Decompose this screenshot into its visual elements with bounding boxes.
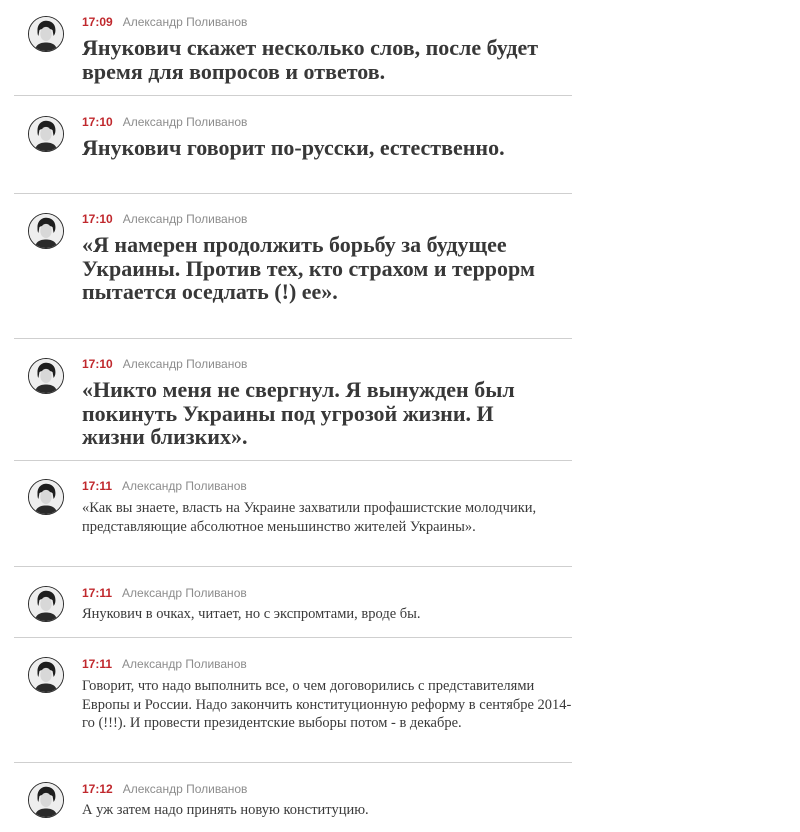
author-avatar[interactable] [28, 586, 64, 622]
post-text: «Как вы знаете, власть на Украине захватили профашистские молодчики, представляющие абсолютное меньшинство жителей Украины». [82, 500, 537, 535]
feed-post [14, 339, 572, 461]
post-text: Янукович говорит по-русски, естественно. [82, 135, 505, 160]
author-avatar[interactable] [28, 657, 64, 693]
post-meta [82, 212, 247, 226]
post-author: Александр Поливанов [122, 657, 247, 671]
post-time[interactable]: 17:09 [82, 15, 113, 29]
post-time[interactable]: 17:11 [82, 479, 113, 493]
post-time[interactable]: 17:10 [82, 357, 113, 371]
author-avatar[interactable] [28, 116, 64, 152]
post-text: Говорит, что надо выполнить все, о чем договорились с представителями Европы и России. Надо закончить конституционную реформу в сентябре 2014-го (!!!). И провести президентские выборы потом - в декабре. [82, 678, 572, 731]
feed-post [14, 96, 572, 194]
post-text: Янукович в очках, читает, но с экспромтами, вроде бы. [82, 606, 421, 622]
post-time[interactable]: 17:12 [82, 782, 113, 796]
post-text: А уж затем надо принять новую конституцию. [82, 802, 369, 818]
feed-post [14, 638, 572, 763]
post-meta [82, 586, 247, 600]
author-avatar[interactable] [28, 358, 64, 394]
post-meta [82, 15, 247, 29]
post-meta [82, 357, 247, 371]
post-author: Александр Поливанов [122, 15, 248, 29]
author-avatar[interactable] [28, 782, 64, 818]
live-feed [14, 0, 572, 830]
post-text: Янукович скажет несколько слов, после будет время для вопросов и ответов. [82, 35, 539, 84]
author-avatar[interactable] [28, 16, 64, 52]
post-meta [82, 115, 247, 129]
post-author: Александр Поливанов [122, 115, 248, 129]
post-author: Александр Поливанов [122, 586, 247, 600]
post-time[interactable]: 17:11 [82, 657, 113, 671]
post-text: «Я намерен продолжить борьбу за будущее Украины. Против тех, кто страхом и террорм пытается оседлать (!) ее». [82, 232, 535, 304]
author-avatar[interactable] [28, 479, 64, 515]
post-meta [82, 479, 247, 493]
post-time[interactable]: 17:10 [82, 115, 113, 129]
post-text: «Никто меня не свергнул. Я вынужден был покинуть Украины под угрозой жизни. И жизни близких». [82, 377, 515, 449]
post-meta [82, 657, 247, 671]
post-meta [82, 782, 247, 796]
post-time[interactable]: 17:11 [82, 586, 113, 600]
post-author: Александр Поливанов [122, 782, 248, 796]
post-author: Александр Поливанов [122, 479, 247, 493]
author-avatar[interactable] [28, 213, 64, 249]
post-author: Александр Поливанов [122, 357, 248, 371]
post-time[interactable]: 17:10 [82, 212, 113, 226]
feed-post [14, 763, 572, 830]
post-author: Александр Поливанов [122, 212, 248, 226]
feed-post [14, 194, 572, 339]
feed-post [14, 567, 572, 638]
feed-post [14, 0, 572, 96]
feed-post [14, 461, 572, 567]
